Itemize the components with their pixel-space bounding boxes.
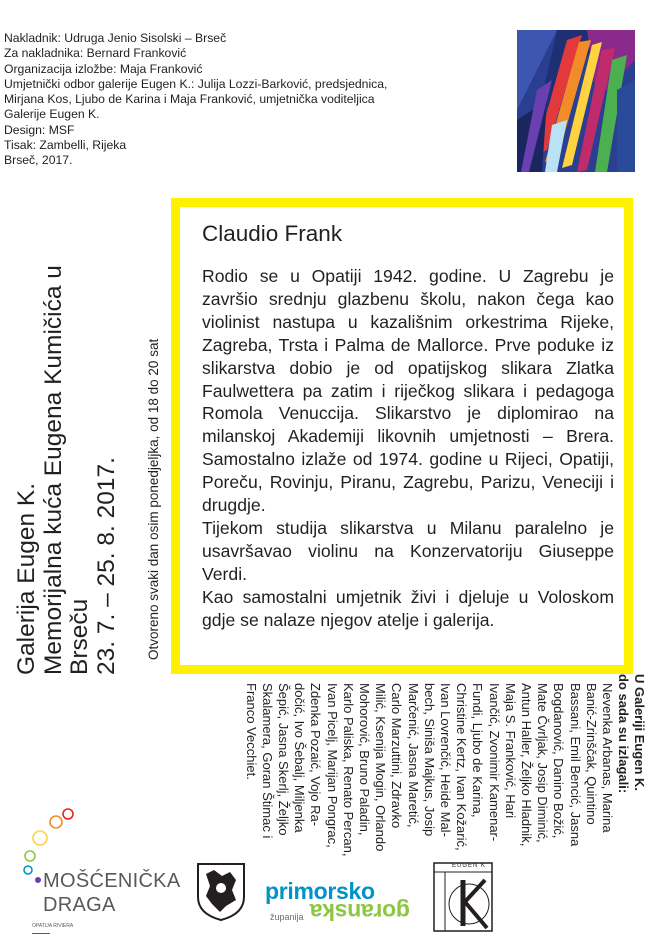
event-info bbox=[14, 265, 120, 675]
credit-line: Za nakladnika: Bernard Franković bbox=[4, 46, 187, 61]
coat-of-arms-icon bbox=[196, 862, 246, 922]
gallery-place: Brseču bbox=[66, 598, 93, 675]
artists-heading bbox=[616, 674, 647, 793]
artist-line: Šepić, Jasna Skerlj, Željko bbox=[275, 683, 291, 836]
artist-line: Ivan Picelj, Marijan Pongrac, bbox=[324, 683, 340, 848]
credit-line: Umjetnički odbor galerije Eugen K.: Julija Lozzi-Barković, predsjednica, bbox=[4, 76, 388, 91]
eugen-k-logo-icon bbox=[433, 862, 493, 932]
artist-line: Maja S. Franković, Hari bbox=[502, 683, 518, 819]
gallery-name: Galerija Eugen K. bbox=[13, 482, 40, 675]
artist-line: Bassani, Emil Bencić, Jasna bbox=[567, 683, 583, 847]
artists-heading-line: U Galeriji Eugen K. bbox=[632, 674, 647, 792]
pgz-logo-text: primorsko bbox=[265, 878, 375, 904]
opening-hours: Otvoreno svaki dan osim ponedjeljka, od 18 do 20 sat bbox=[146, 338, 161, 660]
painting-image bbox=[517, 30, 635, 172]
artist-line: Mohorović, Bruno Paladin, bbox=[356, 683, 372, 836]
exhibition-dates: 23. 7. – 25. 8. 2017. bbox=[92, 457, 120, 675]
artist-line: Marčenić, Jasna Maretić, bbox=[405, 683, 421, 828]
artist-line: Mate Čvrljak, Josip Diminić, bbox=[535, 683, 551, 843]
bio-paragraph: Tijekom studija slikarstva u Milanu paralelno je usavršavao violinu na Konzervatoriju Giuseppe Verdi. bbox=[202, 517, 614, 584]
artist-line: Karlo Paliska, Renato Percan, bbox=[340, 683, 356, 857]
artists-heading-line: do sada su izlagali: bbox=[616, 674, 632, 794]
eugen-k-logo-text: EUGEN K bbox=[452, 863, 487, 869]
credit-line: Design: MSF bbox=[4, 122, 75, 137]
logo-text: MOŠĆENIČKA bbox=[43, 870, 181, 892]
artist-name: Claudio Frank bbox=[202, 221, 343, 246]
artist-line: Ivan Lovrenčić, Heide Mal- bbox=[437, 683, 453, 837]
artist-line: dočić, Ivo Šebalj, Miljenka bbox=[292, 683, 308, 833]
biography-frame bbox=[171, 198, 633, 674]
credit-line: Brseč, 2017. bbox=[4, 153, 73, 168]
artist-line: Banić-Zrinščak, Quintino bbox=[583, 683, 599, 825]
artists-list bbox=[242, 683, 615, 856]
artist-line: Ivančić, Zvonimir Kamenar- bbox=[486, 683, 502, 842]
credit-line: Mirjana Kos, Ljubo de Karina i Maja Franković, umjetnička voditeljica bbox=[4, 92, 375, 107]
credit-line: Organizacija izložbe: Maja Franković bbox=[4, 61, 203, 76]
pgz-logo-subtext: županija bbox=[270, 912, 304, 922]
artist-line: Skalamera, Goran Štimac i bbox=[259, 683, 275, 839]
artist-line: Milić, Ksenija Mogin, Orlando bbox=[373, 683, 389, 852]
divider bbox=[32, 933, 50, 934]
artist-line: Antun Haller, Željko Hladnik, bbox=[518, 683, 534, 847]
credit-line: Galerije Eugen K. bbox=[4, 107, 100, 122]
artist-line: Fundi, Ljubo de Karina, bbox=[470, 683, 486, 818]
artist-line: bech, Siniša Majkus, Josip bbox=[421, 683, 437, 837]
credit-line: Nakladnik: Udruga Jenio Sisolski – Brseč bbox=[4, 31, 227, 45]
artist-line: Bogdanović, Danino Božić, bbox=[551, 683, 567, 839]
artist-line: Zdenka Pozaić, Vojo Ra- bbox=[308, 683, 324, 827]
artist-line: Nevenka Arbanas, Marina bbox=[600, 683, 615, 833]
artist-line: Carlo Marzuttini, Zdravko bbox=[389, 683, 405, 829]
logo-subtext: OPATIJA RIVIERA bbox=[32, 923, 74, 929]
biography-text bbox=[202, 265, 614, 632]
logo-text: DRAGA bbox=[43, 894, 116, 916]
credits-block bbox=[4, 31, 494, 169]
artist-line: Christine Kertz, Ivan Kožarić, bbox=[454, 683, 470, 851]
bio-paragraph: Rodio se u Opatiji 1942. godine. U Zagrebu je završio srednju glazbenu školu, nakon čega kao violinist nastupa u kazališnim orkestrima Rijeke, Zagreba, Trsta i Palma de Mallorce. Prve poduke iz slikarstva dobio je od opatijskog slikara Zlatka Faulwettera pa zatim i riječkog slikara i pedagoga Romola Venuccija. Slikarstvo je diplomirao na milanskoj Akademiji likovnih umjetnosti – Brera. Samostalno izlaže od 1974. godine u Rijeci, Opatiji, Poreču, Rovinju, Piranu, Zagrebu, Parizu, Veneciji i drugdje. bbox=[202, 266, 614, 516]
bio-paragraph: Kao samostalni umjetnik živi i djeluje u Voloskom gdje se nalaze njegov atelje i galerija. bbox=[202, 586, 614, 630]
credit-line: Tisak: Zambelli, Rijeka bbox=[4, 138, 127, 153]
artist-line: Franco Vecchiet. bbox=[243, 683, 259, 780]
gallery-venue: Memorijalna kuća Eugena Kumičića u bbox=[39, 265, 67, 675]
pgz-logo-text-mirrored: goranska bbox=[310, 899, 410, 925]
